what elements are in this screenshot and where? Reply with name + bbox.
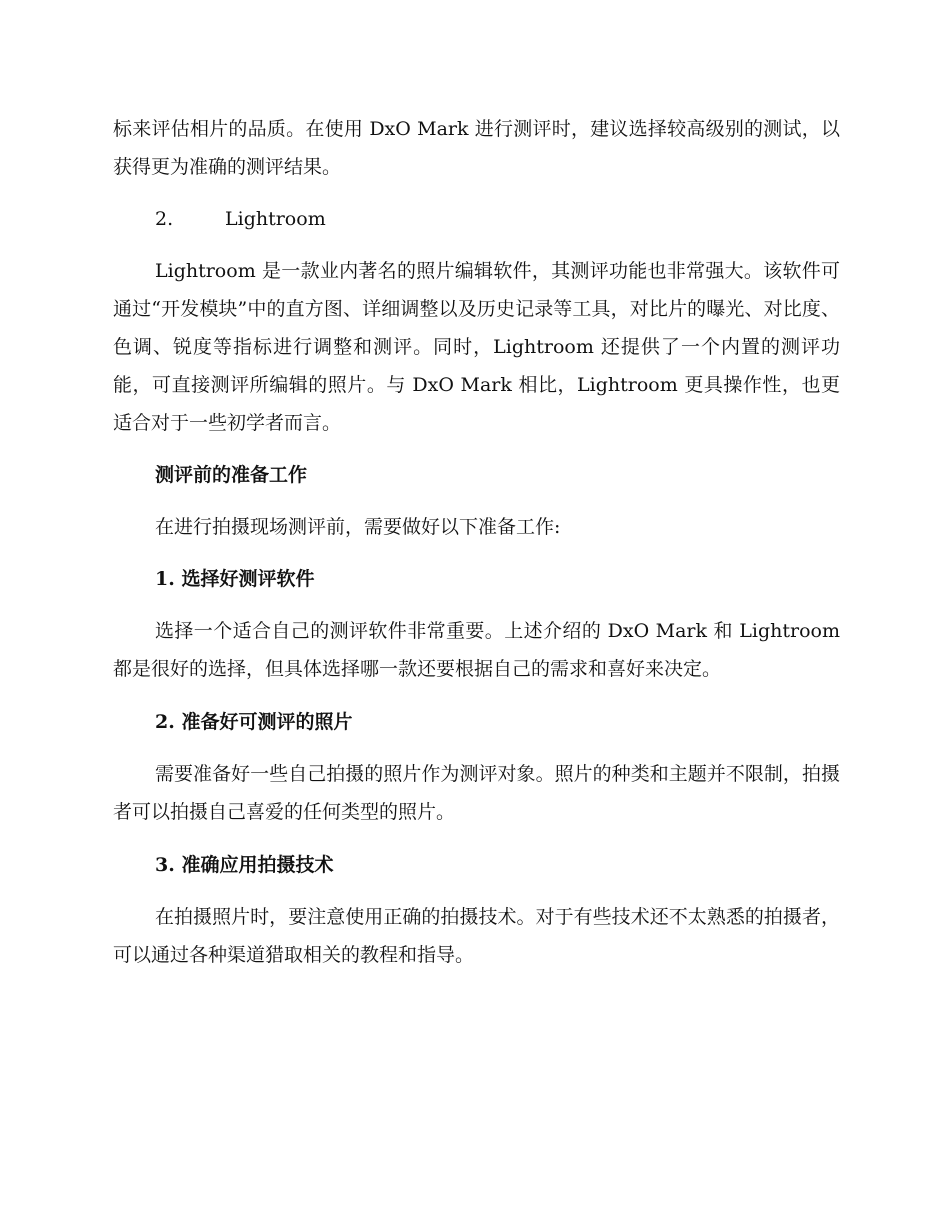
paragraph-choose-software: 选择一个适合自己的测评软件非常重要。上述介绍的 DxO Mark 和 Lightroom 都是很好的选择，但具体选择哪一款还要根据自己的需求和喜好来决定。 (113, 620, 840, 680)
item-title: Lightroom (225, 208, 326, 230)
paragraph-lightroom: Lightroom 是一款业内著名的照片编辑软件，其测评功能也非常强大。该软件可通过“开发模块”中的直方图、详细调整以及历史记录等工具，对比片的曝光、对比度、色调、锐度等指标进行调整和测评。同时，Lightroom 还提供了一个内置的测评功能，可直接测评所编辑的照片。与 DxO Mark 相比，Lightroom 更具操作性，也更适合对于一些初学者而言。 (113, 260, 840, 434)
paragraph-shooting-technique: 在拍摄照片时，要注意使用正确的拍摄技术。对于有些技术还不太熟悉的拍摄者，可以通过各种渠道猎取相关的教程和指导。 (113, 906, 840, 966)
heading-choose-software: 1. 选择好测评软件 (155, 568, 315, 590)
paragraph-continued: 标来评估相片的品质。在使用 DxO Mark 进行测评时，建议选择较高级别的测试，以获得更为准确的测评结果。 (113, 118, 840, 178)
heading-shooting-technique: 3. 准确应用拍摄技术 (155, 854, 334, 876)
heading-preparation: 测评前的准备工作 (155, 464, 308, 486)
heading-prepare-photos: 2. 准备好可测评的照片 (155, 711, 353, 733)
item-number: 2. (155, 208, 174, 230)
paragraph-prepare-photos: 需要准备好一些自己拍摄的照片作为测评对象。照片的种类和主题并不限制，拍摄者可以拍摄自己喜爱的任何类型的照片。 (113, 763, 840, 823)
paragraph-prep-intro: 在进行拍摄现场测评前，需要做好以下准备工作: (155, 516, 561, 538)
numbered-item-lightroom (113, 200, 840, 238)
document-body (113, 110, 840, 974)
